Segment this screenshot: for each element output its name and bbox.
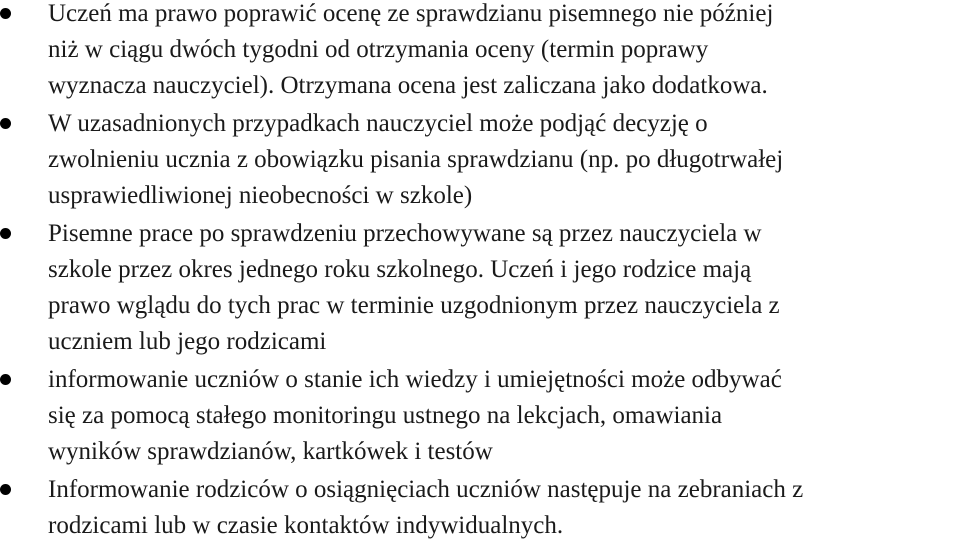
bullet-icon: [0, 374, 11, 385]
list-item-text: W uzasadnionych przypadkach nauczyciel może podjąć decyzję o zwolnieniu ucznia z obowiązku pisania sprawdzianu (np. po długotrwałej usprawiedliwionej nieobecności w szkole): [48, 110, 784, 209]
list-item-text: Pisemne prace po sprawdzeniu przechowywane są przez nauczyciela w szkole przez okres jednego roku szkolnego. Uczeń i jego rodzice mają prawo wglądu do tych prac w terminie uzgodnionym przez nauczyciela z uczniem lub jego rodzicami: [48, 220, 780, 355]
list-item: [0, 0, 946, 104]
list-item: [0, 106, 946, 214]
list-item: [0, 216, 946, 360]
list-item-text: Informowanie rodziców o osiągnięciach uczniów następuje na zebraniach z rodzicami lub w czasie kontaktów indywidualnych.: [48, 476, 804, 539]
bullet-icon: [0, 228, 11, 239]
list-item-text: informowanie uczniów o stanie ich wiedzy i umiejętności może odbywać się za pomocą stałego monitoringu ustnego na lekcjach, omawiania wyników sprawdzianów, kartkówek i testów: [48, 366, 782, 465]
list-item: [0, 472, 946, 544]
list-item: [0, 362, 946, 470]
bullet-icon: [0, 118, 11, 129]
bullet-icon: [0, 8, 11, 19]
list-item-text: Uczeń ma prawo poprawić ocenę ze sprawdzianu pisemnego nie później niż w ciągu dwóch tygodni od otrzymania oceny (termin poprawy wyznacza nauczyciel). Otrzymana ocena jest zaliczana jako dodatkowa.: [48, 0, 774, 99]
bullet-icon: [0, 484, 11, 495]
